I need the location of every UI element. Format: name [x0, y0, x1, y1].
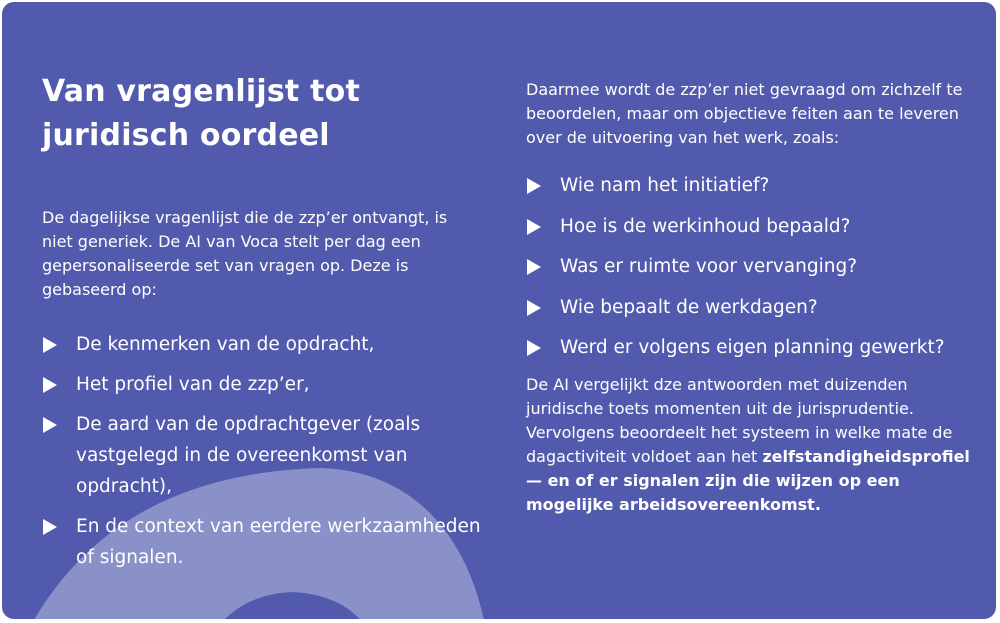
conclusion-text — [526, 373, 986, 517]
left-intro-text: De dagelijkse vragenlijst die de zzp’er ontvangt, is niet generiek. De AI van Voca stelt per dag een gepersonaliseerde set van vragen op. Deze is gebaseerd op: — [42, 208, 448, 299]
list-item — [526, 251, 986, 282]
list-item-text: Wie nam het initiatief? — [560, 175, 770, 196]
title-line-1: Van vragenlijst tot — [42, 74, 360, 109]
list-item — [42, 369, 482, 400]
right-column — [526, 78, 986, 517]
triangle-bullet-icon — [527, 178, 541, 194]
list-item — [42, 409, 482, 502]
list-item-text: De kenmerken van de opdracht, — [76, 334, 375, 355]
left-column — [42, 70, 482, 582]
list-item-text: Was er ruimte voor vervanging? — [560, 256, 858, 277]
list-item — [526, 211, 986, 242]
list-item-text: Het profiel van de zzp’er, — [76, 374, 310, 395]
list-item — [526, 292, 986, 323]
list-item-text: De aard van de opdrachtgever (zoals vastgelegd in de overeenkomst van opdracht), — [76, 414, 421, 497]
conclusion-emphasis: zelfstandigheidsprofiel — en of er signalen zijn die wijzen op een mogelijke arbeidsovereenkomst. — [526, 446, 970, 514]
right-intro-text: Daarmee wordt de zzp’er niet gevraagd om zichzelf te beoordelen, maar om objectieve feiten aan te leveren over de uitvoering van het werk, zoals: — [526, 80, 963, 147]
list-item-text: En de context van eerdere werkzaamheden of signalen. — [76, 516, 481, 568]
content-card — [2, 2, 996, 619]
triangle-bullet-icon — [527, 219, 541, 235]
list-item — [42, 329, 482, 360]
triangle-bullet-icon — [43, 417, 57, 433]
page-title — [42, 70, 482, 158]
triangle-bullet-icon — [43, 337, 57, 353]
triangle-bullet-icon — [527, 300, 541, 316]
triangle-bullet-icon — [527, 259, 541, 275]
left-bullet-list — [42, 329, 482, 573]
list-item-text: Wie bepaalt de werkdagen? — [560, 296, 818, 318]
title-line-2: juridisch oordeel — [42, 118, 330, 153]
right-bullet-list — [526, 170, 986, 363]
conclusion-plain: De AI vergelijkt dze antwoorden met duizenden juridische toets momenten uit de jurisprudentie. Vervolgens beoordeelt het systeem in welke mate de dagactiviteit voldoet aan het — [526, 374, 953, 466]
triangle-bullet-icon — [43, 519, 57, 535]
list-item-text: Hoe is de werkinhoud bepaald? — [560, 215, 851, 237]
triangle-bullet-icon — [527, 340, 541, 356]
list-item — [42, 511, 482, 573]
list-item — [526, 170, 986, 201]
list-item-text: Werd er volgens eigen planning gewerkt? — [560, 337, 945, 358]
list-item — [526, 332, 986, 363]
triangle-bullet-icon — [43, 377, 57, 393]
